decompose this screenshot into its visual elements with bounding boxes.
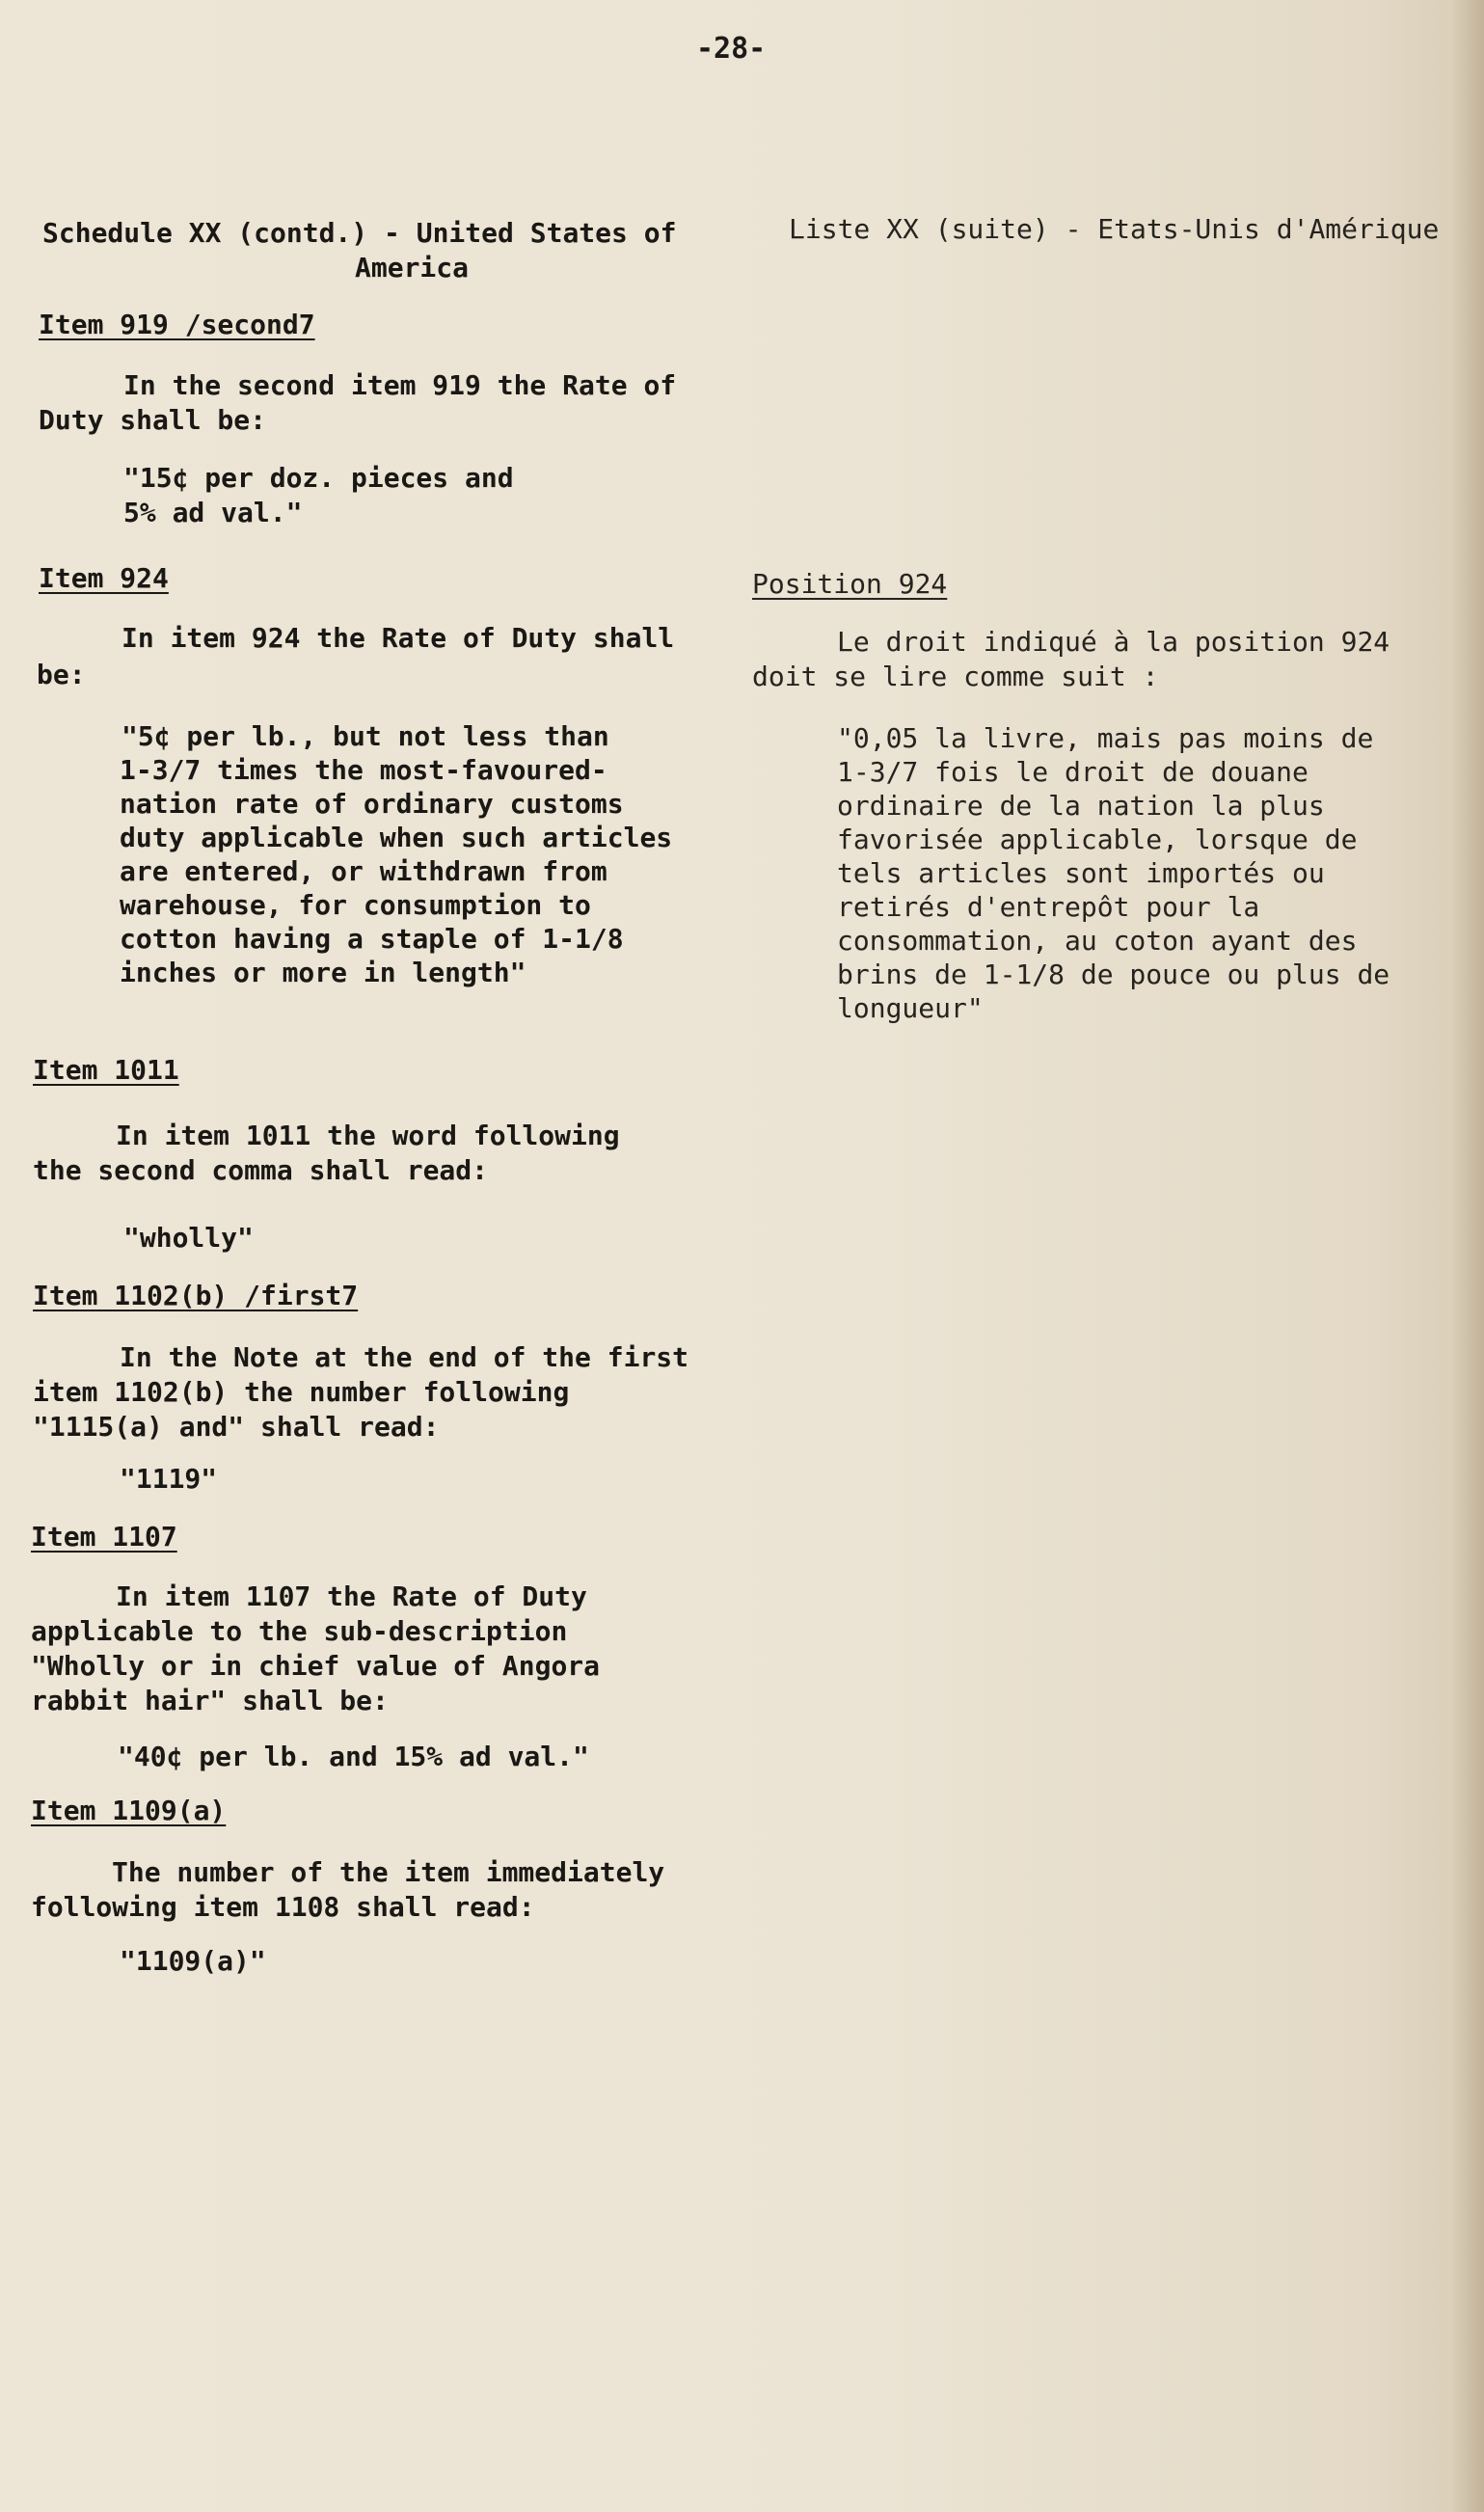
- item-1011-rate-1: "wholly": [123, 1222, 254, 1254]
- item-1107-para-1: In item 1107 the Rate of Duty: [116, 1580, 587, 1612]
- position-924-rate-4: favorisée applicable, lorsque de: [837, 824, 1358, 855]
- page-edge-shadow: [1451, 0, 1484, 2512]
- item-1109a-para-2: following item 1108 shall read:: [31, 1891, 535, 1923]
- item-1102b-para-1: In the Note at the end of the first: [120, 1341, 689, 1373]
- position-924-para-2: doit se lire comme suit :: [752, 661, 1159, 692]
- position-924-rate-7: consommation, au coton ayant des: [837, 925, 1358, 957]
- english-heading-line-1: Schedule XX (contd.) - United States of: [42, 217, 677, 249]
- item-919-rate-2: 5% ad val.": [123, 497, 303, 528]
- item-924-rate-7: cotton having a staple of 1-1/8: [120, 923, 624, 955]
- item-1102b-rate-1: "1119": [120, 1463, 218, 1495]
- item-919-title: Item 919 /second7: [39, 309, 315, 340]
- french-heading: Liste XX (suite) - Etats-Unis d'Amérique: [789, 213, 1440, 245]
- item-1011-title: Item 1011: [33, 1054, 179, 1086]
- item-1107-title: Item 1107: [31, 1521, 177, 1553]
- position-924-rate-9: longueur": [837, 992, 984, 1024]
- item-1109a-rate-1: "1109(a)": [120, 1945, 266, 1977]
- page-number: -28-: [696, 32, 767, 66]
- position-924-title: Position 924: [752, 568, 948, 600]
- item-1107-para-4: rabbit hair" shall be:: [31, 1685, 389, 1716]
- item-1011-para-1: In item 1011 the word following: [116, 1120, 620, 1151]
- item-919-rate-1: "15¢ per doz. pieces and: [123, 462, 514, 494]
- position-924-para-1: Le droit indiqué à la position 924: [837, 626, 1390, 658]
- english-heading-line-2: America: [355, 252, 470, 284]
- position-924-rate-8: brins de 1-1/8 de pouce ou plus de: [837, 959, 1390, 990]
- item-924-rate-8: inches or more in length": [120, 957, 526, 988]
- position-924-rate-6: retirés d'entrepôt pour la: [837, 891, 1260, 923]
- item-924-para-1: In item 924 the Rate of Duty shall: [121, 622, 675, 654]
- item-1102b-title: Item 1102(b) /first7: [33, 1280, 359, 1311]
- item-924-rate-2: 1-3/7 times the most-favoured-: [120, 754, 607, 786]
- item-924-rate-5: are entered, or withdrawn from: [120, 855, 607, 887]
- position-924-rate-3: ordinaire de la nation la plus: [837, 790, 1325, 822]
- item-1102b-para-3: "1115(a) and" shall read:: [33, 1411, 440, 1443]
- item-1107-para-2: applicable to the sub-description: [31, 1615, 568, 1647]
- item-1102b-para-2: item 1102(b) the number following: [33, 1376, 570, 1408]
- item-1109a-para-1: The number of the item immediately: [112, 1856, 665, 1888]
- item-924-rate-1: "5¢ per lb., but not less than: [121, 720, 609, 752]
- item-924-rate-4: duty applicable when such articles: [120, 822, 673, 853]
- item-924-rate-6: warehouse, for consumption to: [120, 889, 591, 921]
- item-924-para-2: be:: [37, 659, 86, 690]
- position-924-rate-5: tels articles sont importés ou: [837, 857, 1325, 889]
- item-1107-rate-1: "40¢ per lb. and 15% ad val.": [118, 1741, 589, 1772]
- item-924-rate-3: nation rate of ordinary customs: [120, 788, 624, 820]
- item-919-para-2: Duty shall be:: [39, 404, 267, 436]
- item-1011-para-2: the second comma shall read:: [33, 1154, 489, 1186]
- position-924-rate-1: "0,05 la livre, mais pas moins de: [837, 722, 1374, 754]
- item-1109a-title: Item 1109(a): [31, 1795, 227, 1826]
- item-924-title: Item 924: [39, 562, 169, 594]
- position-924-rate-2: 1-3/7 fois le droit de douane: [837, 756, 1309, 788]
- item-919-para-1: In the second item 919 the Rate of: [123, 369, 677, 401]
- item-1107-para-3: "Wholly or in chief value of Angora: [31, 1650, 601, 1682]
